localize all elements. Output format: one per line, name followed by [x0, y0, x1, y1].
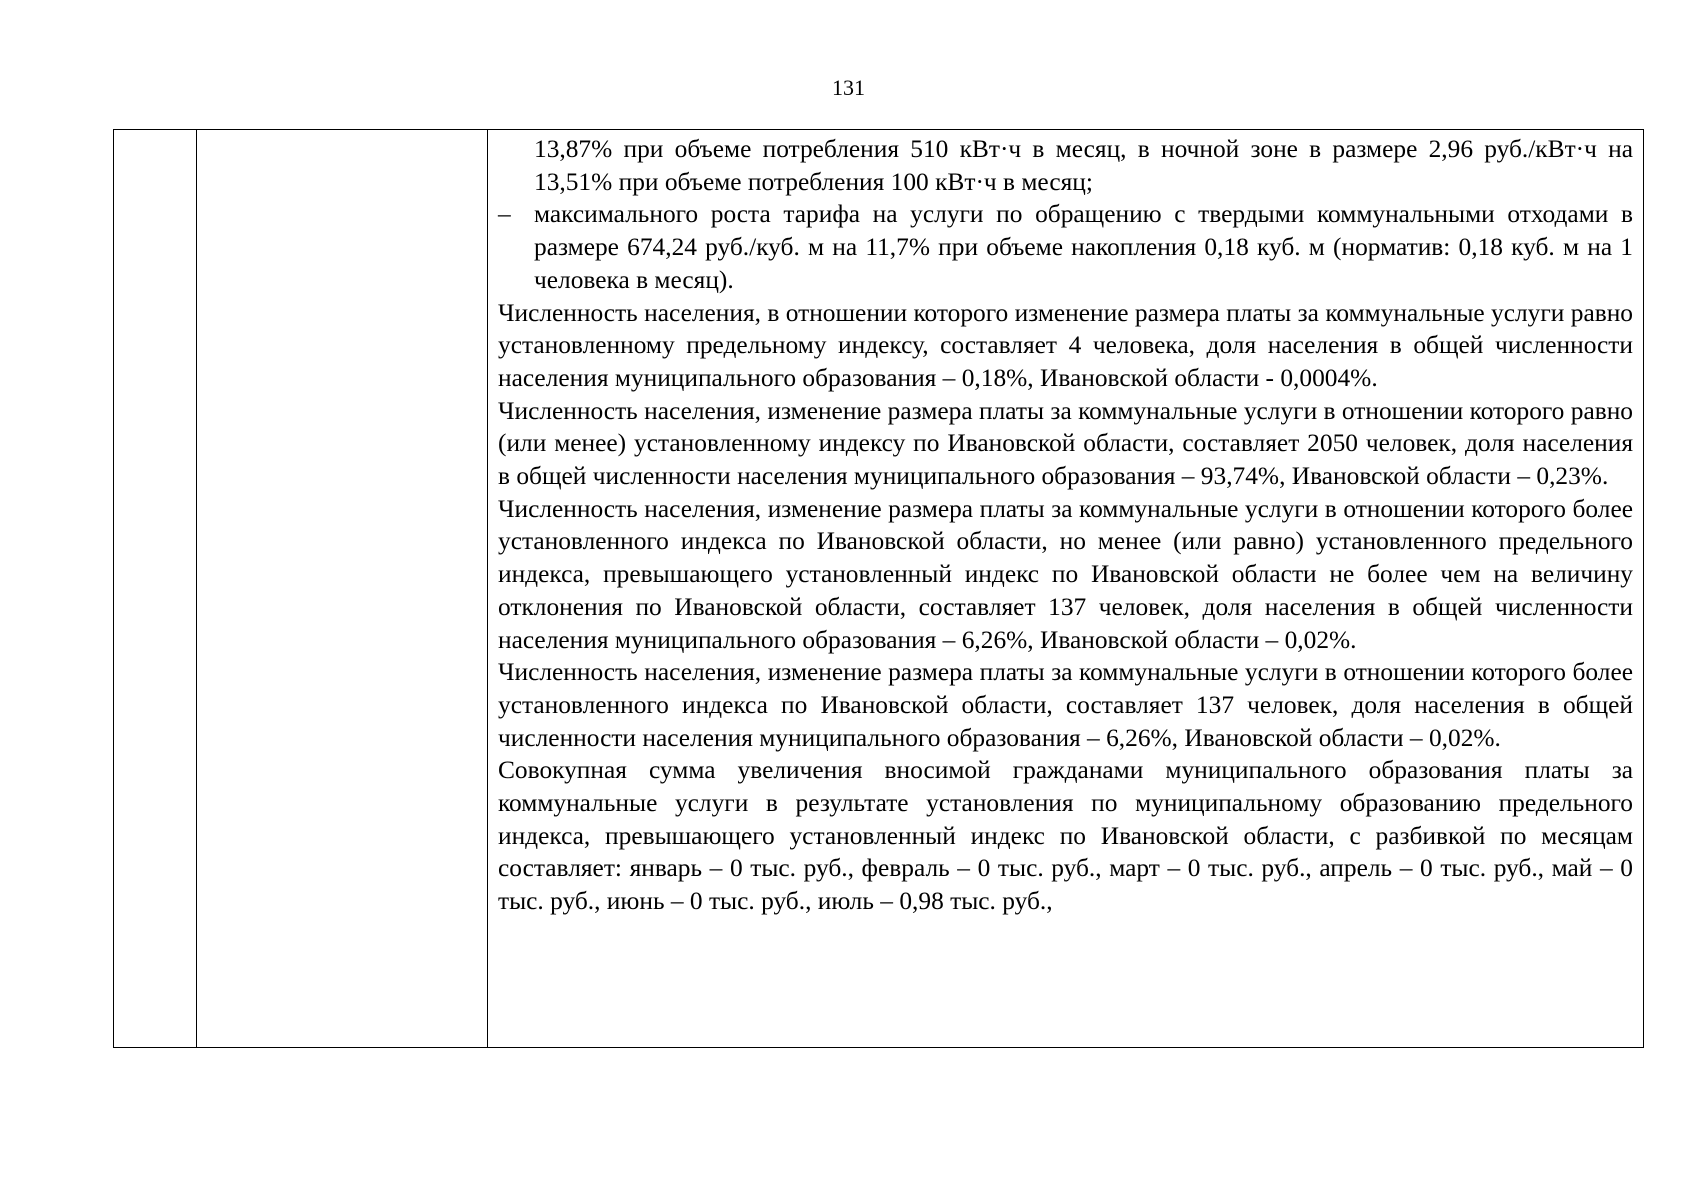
table-row	[114, 130, 1644, 1048]
bullet-marker: –	[498, 200, 511, 229]
table-cell-content	[488, 130, 1644, 1048]
bullet-item-waste	[498, 198, 1633, 296]
table-cell-label	[197, 130, 488, 1048]
bullet-item-text: максимального роста тарифа на услуги по обращению с твердыми коммунальными отходами в размере 674,24 руб./куб. м на 11,7% при объеме накопления 0,18 куб. м (норматив: 0,18 куб. м на 1 человека в месяц).	[534, 200, 1633, 294]
paragraph-limit-index: Численность населения, в отношении которого изменение размера платы за коммунальные услуги равно установленному предельному индексу, составляет 4 человека, доля населения в общей численности населения муниципального образования – 0,18%, Ивановской области - 0,0004%.	[498, 298, 1633, 392]
document-table	[113, 129, 1644, 1048]
paragraph-above-index: Численность населения, изменение размера платы за коммунальные услуги в отношении которого более установленного индекса по Ивановской области, составляет 137 человек, доля населения в общей численности населения муниципального образования – 6,26%, Ивановской области – 0,02%.	[498, 658, 1633, 752]
paragraph-below-index: Численность населения, изменение размера платы за коммунальные услуги в отношении которого равно (или менее) установленному индексу по Ивановской области, составляет 2050 человек, доля населения в общей численности населения муниципального образования – 93,74%, Ивановской области – 0,23%.	[498, 396, 1633, 491]
paragraph-between-index: Численность населения, изменение размера платы за коммунальные услуги в отношении которого более установленного индекса по Ивановской области, но менее (или равно) установленного предельного индекса, превышающего установленный индекс по Ивановской области не более чем на величину отклонения по Ивановской области, составляет 137 человек, доля населения в общей численности населения муниципального образования – 6,26%, Ивановской области – 0,02%.	[498, 494, 1633, 654]
bullet-continuation-text: 13,87% при объеме потребления 510 кВт·ч в месяц, в ночной зоне в размере 2,96 руб./кВт·ч на 13,51% при объеме потребления 100 кВт·ч в месяц;	[534, 135, 1633, 196]
page-number: 131	[832, 75, 865, 100]
paragraph-total-increase: Совокупная сумма увеличения вносимой гражданами муниципального образования платы за коммунальные услуги в результате установления по муниципальному образованию предельного индекса, превышающего установленный индекс по Ивановской области, с разбивкой по месяцам составляет: январь – 0 тыс. руб., февраль – 0 тыс. руб., март – 0 тыс. руб., апрель – 0 тыс. руб., май – 0 тыс. руб., июнь – 0 тыс. руб., июль – 0,98 тыс. руб.,	[498, 756, 1633, 916]
table-cell-index	[114, 130, 197, 1048]
